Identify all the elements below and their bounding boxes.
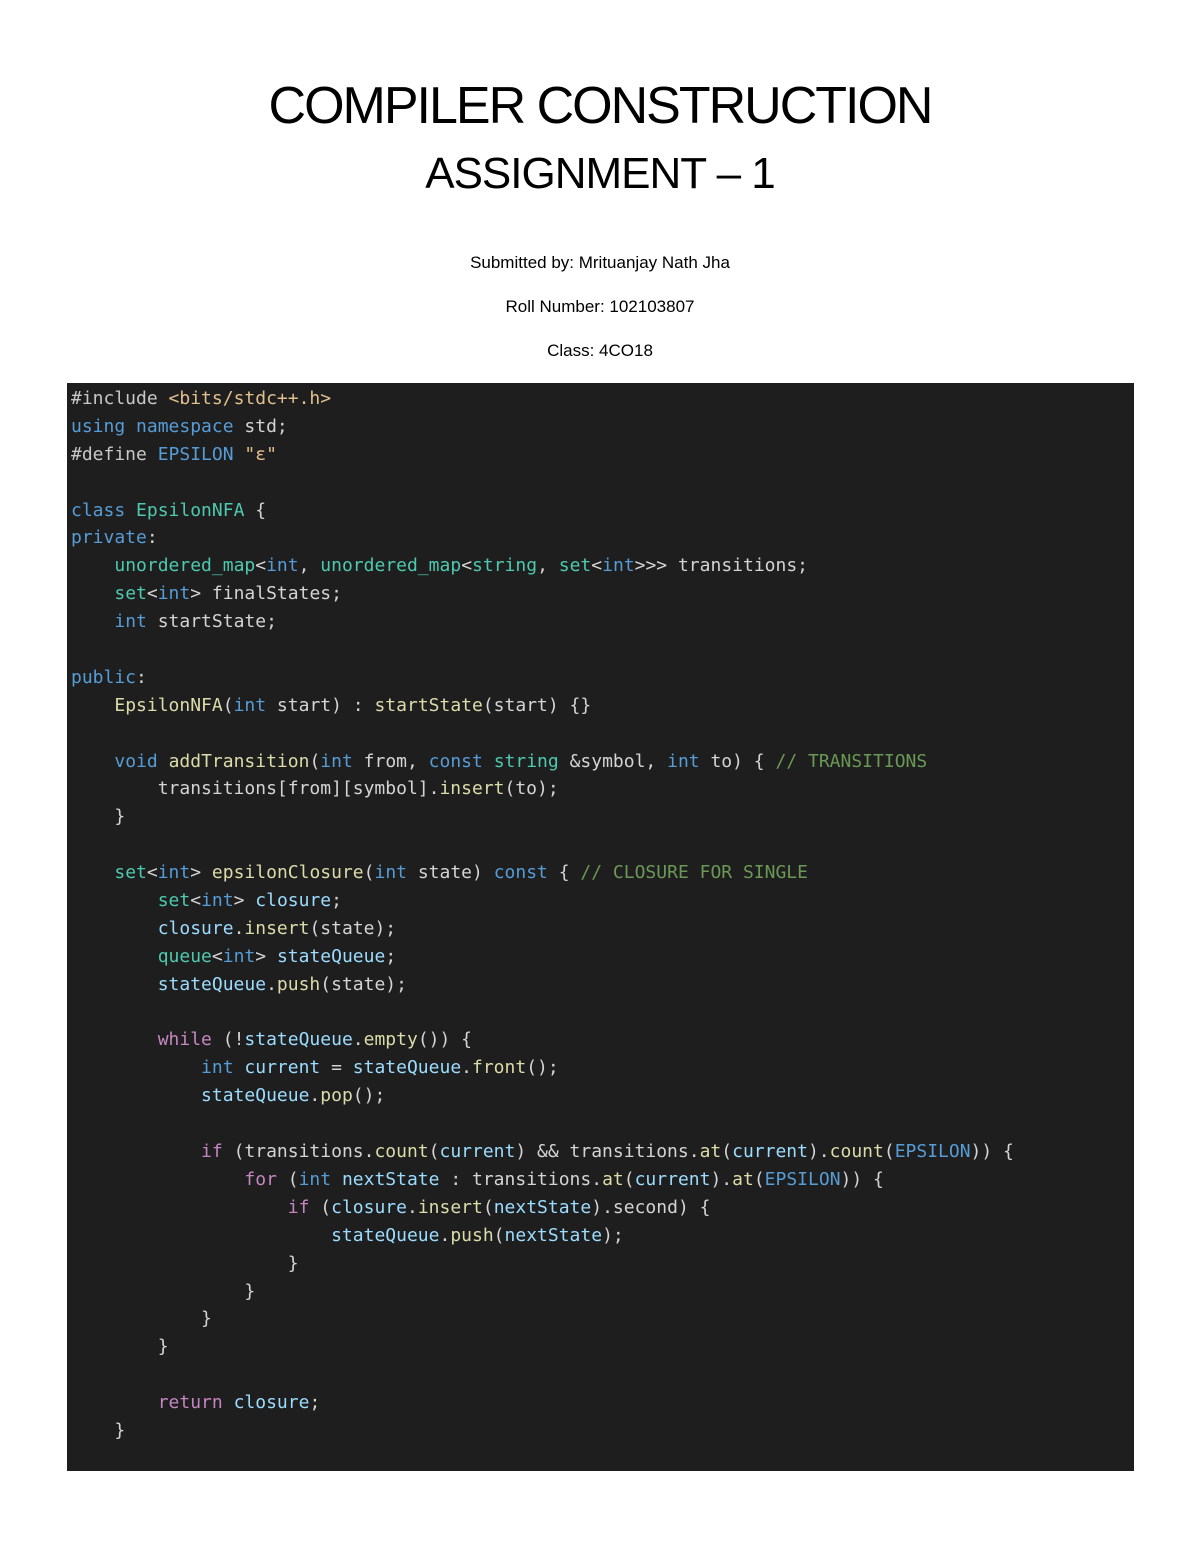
code-line	[71, 636, 1014, 664]
code-token: .	[233, 917, 245, 939]
code-line	[71, 775, 1014, 803]
code-token: at	[602, 1168, 624, 1190]
code-token	[125, 416, 136, 437]
code-token	[71, 918, 158, 939]
code-token: ;	[331, 890, 342, 912]
code-token: current	[439, 1141, 516, 1163]
code-token: closure	[157, 917, 234, 939]
code-token: stateQueue	[352, 1057, 462, 1079]
code-token: {	[244, 499, 267, 521]
code-token: );	[602, 1224, 624, 1246]
code-token: empty	[363, 1029, 418, 1051]
code-line	[71, 1305, 1014, 1333]
code-line	[71, 580, 1014, 608]
code-token: int	[233, 694, 267, 716]
code-token	[331, 1169, 342, 1190]
code-token: using	[71, 415, 126, 437]
code-token: <	[146, 862, 158, 884]
code-token: stateQueue	[276, 945, 386, 967]
code-token: (to);	[504, 778, 559, 800]
code-token: front	[472, 1057, 527, 1079]
code-token: from,	[352, 750, 429, 772]
code-token: string	[472, 555, 538, 577]
code-token: stateQueue	[201, 1085, 310, 1107]
code-token: (	[309, 750, 321, 772]
code-line	[71, 497, 1014, 525]
code-token: ;	[385, 945, 397, 967]
code-token: .	[406, 1196, 418, 1218]
code-token: &symbol,	[558, 750, 668, 772]
code-token: private	[71, 527, 147, 549]
code-line	[71, 552, 1014, 580]
code-line	[71, 720, 1014, 748]
code-token: nextState	[493, 1196, 592, 1218]
code-token: (	[493, 1224, 505, 1246]
code-token: }	[71, 1252, 299, 1274]
code-token: for	[244, 1168, 277, 1190]
code-token: set	[558, 555, 592, 577]
code-line	[71, 469, 1014, 497]
code-token	[71, 1169, 244, 1190]
code-line	[71, 1222, 1014, 1250]
code-token: EPSILON	[157, 443, 234, 465]
code-token: // TRANSITIONS	[775, 750, 928, 772]
code-token: (	[753, 1168, 765, 1190]
code-line	[71, 413, 1014, 441]
code-token: nextState	[504, 1224, 603, 1246]
submitted-by: Submitted by: Mrituanjay Nath Jha	[470, 253, 730, 272]
code-token: (	[309, 1196, 332, 1218]
code-line	[71, 441, 1014, 469]
code-token: if	[201, 1141, 223, 1163]
code-token: .	[352, 1029, 364, 1051]
code-token	[71, 946, 158, 967]
code-line	[71, 1194, 1014, 1222]
code-token: unordered_map	[114, 555, 256, 577]
code-token: }	[71, 1419, 126, 1441]
code-token: EpsilonNFA	[114, 694, 223, 716]
code-line	[71, 915, 1014, 943]
code-token	[71, 751, 114, 772]
code-token: public	[71, 666, 137, 688]
code-token: insert	[244, 917, 310, 939]
code-token: ();	[526, 1057, 559, 1079]
code-token: <	[255, 555, 267, 577]
code-line	[71, 887, 1014, 915]
code-line	[71, 748, 1014, 776]
code-line	[71, 831, 1014, 859]
code-token: const	[493, 862, 548, 884]
code-token: while	[157, 1029, 212, 1051]
code-token: #define	[71, 443, 158, 465]
code-token	[71, 1029, 158, 1050]
code-token: int	[602, 555, 635, 577]
code-token: // CLOSURE FOR SINGLE	[580, 862, 808, 884]
code-token	[71, 695, 114, 716]
code-block	[67, 383, 1134, 1471]
code-token: <	[146, 583, 158, 605]
code-token: insert	[439, 778, 505, 800]
code-token: (	[428, 1141, 440, 1163]
code-token: ,	[537, 555, 559, 577]
code-token: (	[883, 1141, 895, 1163]
code-line	[71, 608, 1014, 636]
code-token: ).second) {	[591, 1196, 711, 1218]
code-token: =	[320, 1057, 353, 1079]
code-token	[223, 1392, 234, 1413]
code-token: #include	[71, 388, 169, 409]
code-token: nextState	[341, 1168, 440, 1190]
code-token: namespace	[136, 415, 234, 437]
code-token: <	[461, 555, 473, 577]
document-title: COMPILER CONSTRUCTION	[268, 77, 932, 135]
code-line	[71, 859, 1014, 887]
code-token: (	[222, 694, 234, 716]
code-token: if	[287, 1196, 310, 1218]
code-token	[71, 974, 158, 995]
code-token: ,	[298, 555, 321, 577]
code-token	[71, 1392, 158, 1413]
code-line	[71, 692, 1014, 720]
code-token	[71, 1085, 201, 1106]
code-token: (	[363, 862, 375, 884]
code-line	[71, 999, 1014, 1027]
code-token: int	[667, 750, 700, 772]
code-token: stateQueue	[331, 1224, 440, 1246]
code-token: >>> transitions;	[634, 555, 809, 577]
code-token: ()) {	[417, 1029, 472, 1051]
code-token: int	[114, 611, 147, 633]
code-token: (state);	[309, 917, 397, 939]
code-token	[71, 1141, 201, 1162]
code-token: (	[721, 1141, 733, 1163]
code-token: current	[732, 1141, 808, 1163]
code-token: addTransition	[168, 750, 310, 772]
code-token: stateQueue	[244, 1029, 353, 1051]
code-token: int	[201, 890, 234, 912]
code-line	[71, 1138, 1014, 1166]
code-token	[71, 611, 114, 632]
code-token: int	[201, 1057, 234, 1079]
code-line	[71, 1110, 1014, 1138]
code-line	[71, 1166, 1014, 1194]
code-token: closure	[255, 890, 332, 912]
code-token: set	[157, 890, 191, 912]
code-token: current	[244, 1057, 321, 1079]
code-token	[71, 1197, 288, 1218]
code-token: return	[157, 1392, 223, 1414]
code-token: :	[136, 666, 147, 688]
code-token: insert	[417, 1196, 483, 1218]
code-token: }	[71, 1336, 169, 1358]
code-token: )) {	[840, 1168, 884, 1190]
code-token: (state);	[320, 973, 407, 995]
code-token: >	[255, 945, 277, 967]
code-token: int	[266, 555, 299, 577]
roll-number: Roll Number: 102103807	[505, 297, 695, 316]
code-token: startState;	[146, 611, 277, 633]
code-token: .	[461, 1057, 472, 1079]
code-token	[483, 751, 494, 772]
code-line	[71, 1082, 1014, 1110]
code-token: at	[732, 1168, 754, 1190]
code-token: start) :	[266, 694, 375, 716]
code-line	[71, 1389, 1014, 1417]
code-token	[71, 1057, 201, 1078]
code-token: closure	[233, 1392, 310, 1414]
code-token: :	[146, 527, 158, 549]
code-token: pop	[320, 1085, 353, 1107]
code-token	[125, 500, 136, 521]
code-token: ();	[352, 1085, 386, 1107]
code-token: EPSILON	[894, 1141, 971, 1163]
code-token: set	[114, 862, 147, 884]
code-token: queue	[157, 945, 212, 967]
code-token: count	[829, 1141, 884, 1163]
code-token: <bits/stdc++.h>	[168, 388, 332, 409]
code-line	[71, 1361, 1014, 1389]
code-line	[71, 1054, 1014, 1082]
code-token: EPSILON	[764, 1168, 841, 1190]
code-token: ).	[807, 1141, 830, 1163]
code-line	[71, 803, 1014, 831]
code-token	[71, 555, 114, 576]
code-token: (	[482, 1196, 494, 1218]
code-token: int	[374, 862, 407, 884]
code-token: unordered_map	[320, 555, 462, 577]
code-token: int	[298, 1168, 332, 1190]
code-token: (transitions.	[222, 1141, 375, 1163]
code-token: transitions[from][symbol].	[71, 778, 440, 800]
code-line	[71, 1250, 1014, 1278]
code-token: > finalStates;	[190, 583, 342, 605]
code-token: (start) {}	[482, 694, 592, 716]
code-line	[71, 385, 1014, 413]
code-token: .	[266, 973, 277, 995]
code-token: to) {	[699, 750, 776, 772]
code-token: epsilonClosure	[211, 862, 364, 884]
code-token: ).	[710, 1168, 733, 1190]
code-token: class	[71, 499, 126, 521]
code-token: ) && transitions.	[515, 1141, 700, 1163]
code-token: push	[450, 1224, 494, 1246]
code-token	[158, 751, 169, 772]
code-token: push	[276, 973, 321, 995]
code-token	[71, 862, 114, 883]
code-line	[71, 943, 1014, 971]
code-token: )) {	[970, 1141, 1014, 1163]
code-token: EpsilonNFA	[136, 499, 245, 521]
code-token: .	[439, 1224, 451, 1246]
code-token: current	[634, 1168, 711, 1190]
code-token: >	[233, 890, 256, 912]
code-line	[71, 1333, 1014, 1361]
code-token: closure	[331, 1196, 407, 1218]
code-line	[71, 664, 1014, 692]
code-line	[71, 1417, 1014, 1445]
code-token: {	[547, 862, 581, 884]
code-token: .	[309, 1085, 321, 1107]
code-token: state)	[407, 862, 494, 884]
code-token: const	[428, 750, 483, 772]
code-token: int	[157, 862, 191, 884]
code-token: startState	[374, 694, 483, 716]
code-listing	[71, 385, 1014, 1445]
code-token	[234, 444, 245, 465]
code-token: <	[190, 890, 202, 912]
code-token: stateQueue	[157, 973, 267, 995]
code-token: }	[71, 1280, 256, 1302]
code-token: >	[190, 862, 212, 884]
code-token: at	[699, 1141, 722, 1163]
code-token: (	[276, 1168, 299, 1190]
code-token: (!	[211, 1029, 245, 1051]
code-token: void	[114, 750, 158, 772]
code-token: int	[222, 945, 256, 967]
class-info: Class: 4CO18	[547, 341, 653, 360]
code-token: <	[591, 555, 603, 577]
code-token: std;	[233, 415, 288, 437]
code-token: count	[374, 1141, 429, 1163]
code-line	[71, 1278, 1014, 1306]
code-token	[234, 1057, 245, 1078]
code-token: int	[157, 583, 191, 605]
code-token	[71, 583, 114, 604]
code-token: string	[493, 750, 559, 772]
code-token: }	[71, 806, 126, 828]
code-line	[71, 971, 1014, 999]
document-subtitle: ASSIGNMENT – 1	[425, 149, 775, 198]
code-token: : transitions.	[439, 1168, 603, 1190]
code-token: (	[623, 1168, 635, 1190]
code-line	[71, 1026, 1014, 1054]
code-token: set	[114, 583, 147, 605]
code-line	[71, 524, 1014, 552]
code-token: int	[320, 750, 353, 772]
code-token	[71, 1225, 331, 1246]
code-token	[71, 890, 158, 911]
code-token: "ε"	[244, 443, 277, 465]
code-token: }	[71, 1308, 212, 1330]
code-token: <	[211, 945, 223, 967]
code-token: ;	[309, 1392, 321, 1414]
